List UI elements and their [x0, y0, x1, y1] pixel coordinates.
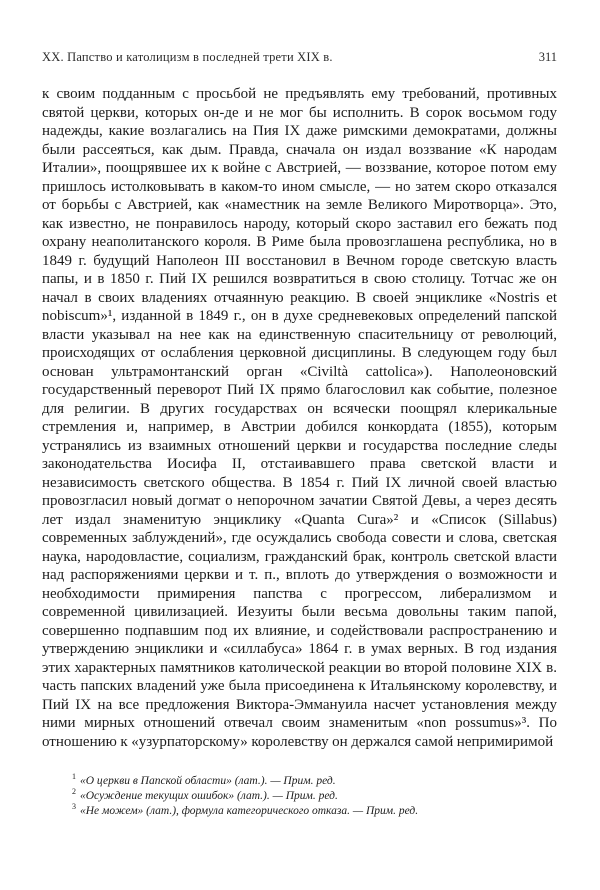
page-body [42, 85, 557, 751]
running-head: XX. Папство и католицизм в последней трети XIX в. [42, 50, 333, 64]
footnote-text: «О церкви в Папской области» (лат.). — Прим. ред. [80, 775, 336, 787]
footnote [42, 774, 557, 789]
footnote-marker: 2 [72, 787, 76, 797]
footnote-text: «Не можем» (лат.), формула категорического отказа. — Прим. ред. [80, 805, 419, 817]
footnotes-block [42, 774, 557, 819]
footnote [42, 789, 557, 804]
footnote-marker: 3 [72, 802, 76, 812]
page-number: 311 [538, 50, 557, 64]
footnote-text: «Осуждение текущих ошибок» (лат.). — Прим. ред. [80, 790, 338, 802]
body-paragraph: к своим подданным с просьбой не предъявлять ему требований, противных святой церкви, которых он-де и не мог бы исполнить. В сорок восьмом году надежды, какие возлагались на Пия IX даже римскими демократами, должны были рассеяться, как дым. Правда, сначала он издал воззвание «К народам Италии», поощрявшее их к войне с Австрией, — воззвание, которое потом ему пришлось истолковывать в каком-то ином смысле, — но затем скоро отказался от борьбы с Австрией, как «наместник на земле Великого Миротворца». Это, как известно, не понравилось народу, который скоро заставил его бежать под охрану неаполитанского короля. В Риме была провозглашена республика, но в 1849 г. будущий Наполеон III восстановил в Вечном городе светскую власть папы, и в 1850 г. Пий IX решился возвратиться в свою столицу. Тотчас же он начал в своих владениях отчаянную реакцию. В своей энциклике «Nostris et nobiscum»¹, изданной в 1849 г., он в духе средневековых определений папской власти указывал на нее как на единственную спасительницу от революций, происходящих от ослабления церковной дисциплины. В следующем году был основан ультрамонтанский орган «Civiltà cattolica»). Наполеоновский государственный переворот Пий IX прямо благословил как событие, полезное для религии. В других государствах он всячески поощрял клерикальные стремления и, например, в Австрии добился конкордата (1855), которым устранялись из взаимных отношений церкви и государства последние следы законодательства Иосифа II, отстаивавшего права светской власти и независимость светского общества. В 1854 г. Пий IX личной своей властью провозгласил новый догмат о непорочном зачатии Святой Девы, а через десять лет издал знаменитую энциклику «Quanta Cura»² и «Список (Sillabus) современных заблуждений», где осуждались свобода совести и слова, светская наука, народовластие, социализм, гражданский брак, контроль светской власти над распоряжениями церкви и т. п., вплоть до утверждения о возможности и необходимости примирения папства с прогрессом, либерализмом и современной цивилизацией. Иезуиты были весьма довольны таким папой, совершенно подпавшим под их влияние, и содействовали распространению и утверждению энциклики и «силлабуса» 1864 г. в умах верных. В год издания этих характерных памятников католической реакции во второй половине XIX в. часть папских владений уже была присоединена к Итальянскому королевству, и Пий IX на все предложения Виктора-Эммануила насчет установления между ними мирных отношений отвечал своим знаменитым «non possumus»³. По отношению к «узурпаторскому» королевству он держался самой непримиримой [42, 86, 557, 750]
footnote-marker: 1 [72, 772, 76, 782]
running-head-row [42, 50, 557, 64]
footnote [42, 804, 557, 819]
